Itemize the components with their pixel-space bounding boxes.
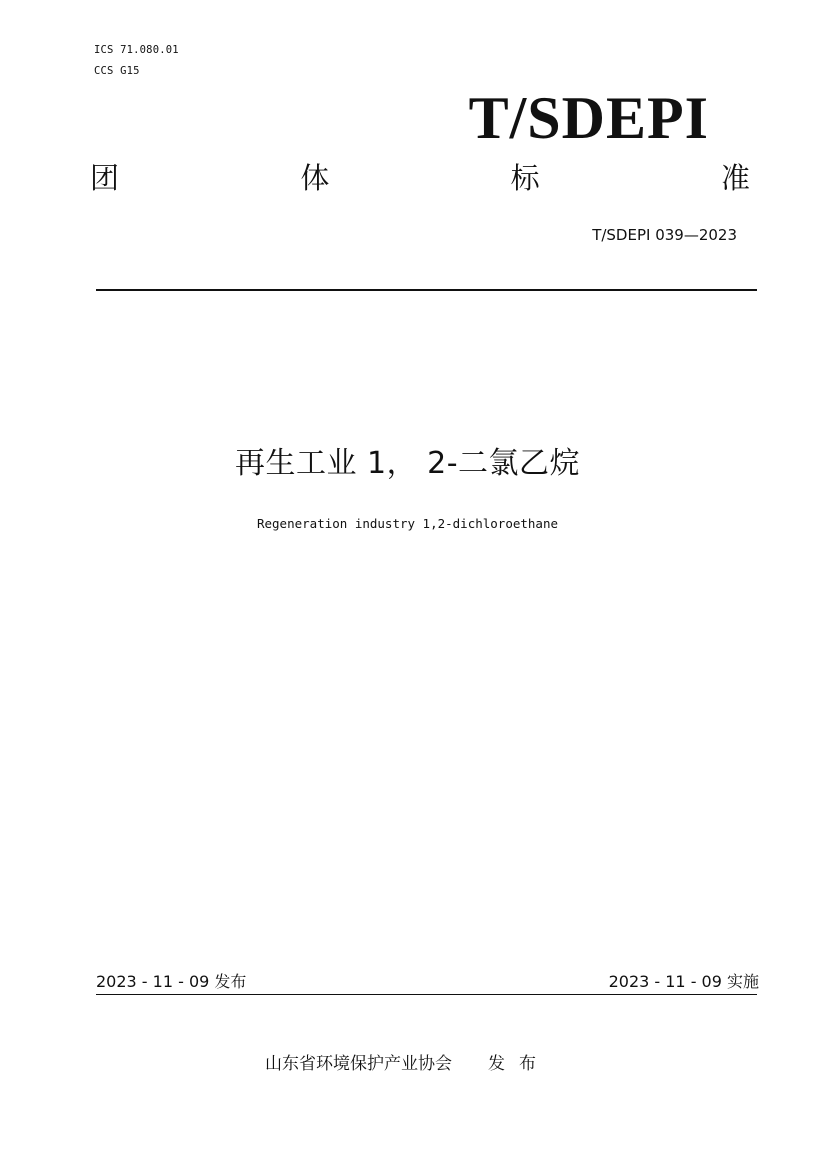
ics-code: ICS 71.080.01 — [94, 44, 179, 56]
implementation-date: 2023 - 11 - 09 实施 — [608, 972, 759, 991]
release-date: 2023 - 11 - 09 发布 — [96, 972, 247, 991]
standard-type-heading — [90, 158, 750, 198]
standard-type-char: 准 — [720, 161, 750, 195]
publisher-name: 山东省环境保护产业协会 — [265, 1054, 452, 1074]
top-divider — [96, 289, 757, 291]
document-title-chinese: 再生工业 1， 2-二氯乙烷 — [234, 446, 581, 481]
bottom-divider — [96, 994, 757, 995]
standard-logo: T/SDEPI — [468, 85, 709, 151]
standard-type-char: 标 — [510, 161, 540, 195]
publisher-line — [0, 1052, 815, 1076]
ccs-code: CCS G15 — [94, 65, 140, 77]
standard-type-char: 团 — [90, 161, 120, 195]
standard-number: T/SDEPI 039—2023 — [592, 226, 737, 244]
publisher-action: 发布 — [488, 1054, 550, 1074]
standard-type-char: 体 — [300, 161, 330, 195]
classification-codes — [94, 40, 179, 82]
document-title-english: Regeneration industry 1,2-dichloroethane — [256, 516, 559, 531]
